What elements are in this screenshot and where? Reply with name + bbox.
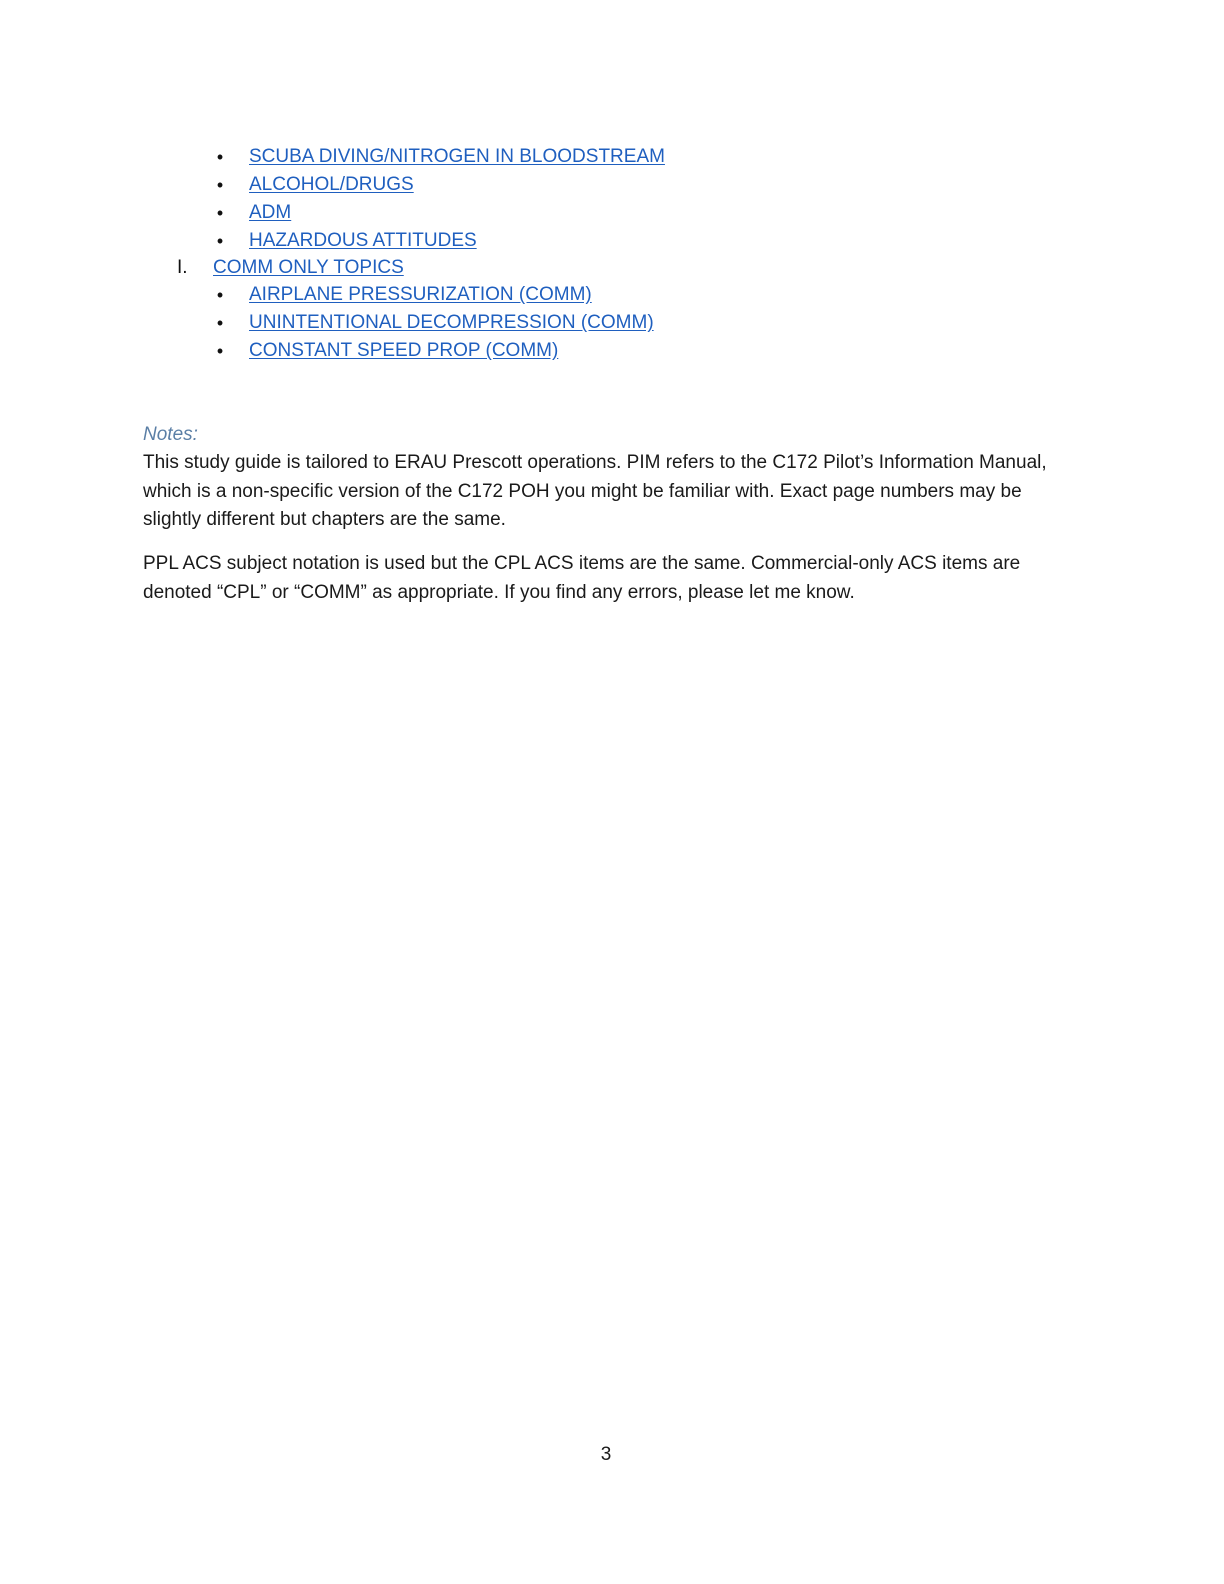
bullet-icon: • — [216, 313, 224, 333]
bullet-icon: • — [216, 147, 224, 167]
toc-link-airplane-pressurization[interactable]: AIRPLANE PRESSURIZATION (COMM) — [249, 284, 592, 305]
bullet-icon: • — [216, 175, 224, 195]
notes-paragraph: PPL ACS subject notation is used but the CPL ACS items are the same. Commercial-only ACS items are denoted “CPL” or “COMM” as appropriate. If you find any errors, please let me know. — [143, 553, 1021, 603]
page-number: 3 — [600, 1444, 612, 1465]
toc-link-constant-speed-prop[interactable]: CONSTANT SPEED PROP (COMM) — [249, 340, 559, 361]
section-numeral: I. — [177, 257, 188, 278]
notes-heading: Notes: — [143, 424, 198, 445]
bullet-icon: • — [216, 203, 224, 223]
toc-link-hazardous-attitudes[interactable]: HAZARDOUS ATTITUDES — [249, 230, 477, 251]
toc-link-adm[interactable]: ADM — [249, 202, 292, 223]
bullet-icon: • — [216, 341, 224, 361]
bullet-icon: • — [216, 285, 224, 305]
bullet-icon: • — [216, 231, 224, 251]
toc-link-unintentional-decompression[interactable]: UNINTENTIONAL DECOMPRESSION (COMM) — [249, 312, 654, 333]
notes-paragraph: This study guide is tailored to ERAU Prescott operations. PIM refers to the C172 Pilot’s Information Manual, which is a non-specific version of the C172 POH you might be familiar with. Exact page numbers may be slightly different but chapters are the same. — [143, 452, 1047, 531]
toc-link-comm-only-topics[interactable]: COMM ONLY TOPICS — [213, 257, 404, 278]
toc-link-alcohol-drugs[interactable]: ALCOHOL/DRUGS — [249, 174, 414, 195]
toc-link-scuba-diving[interactable]: SCUBA DIVING/NITROGEN IN BLOODSTREAM — [249, 146, 665, 167]
